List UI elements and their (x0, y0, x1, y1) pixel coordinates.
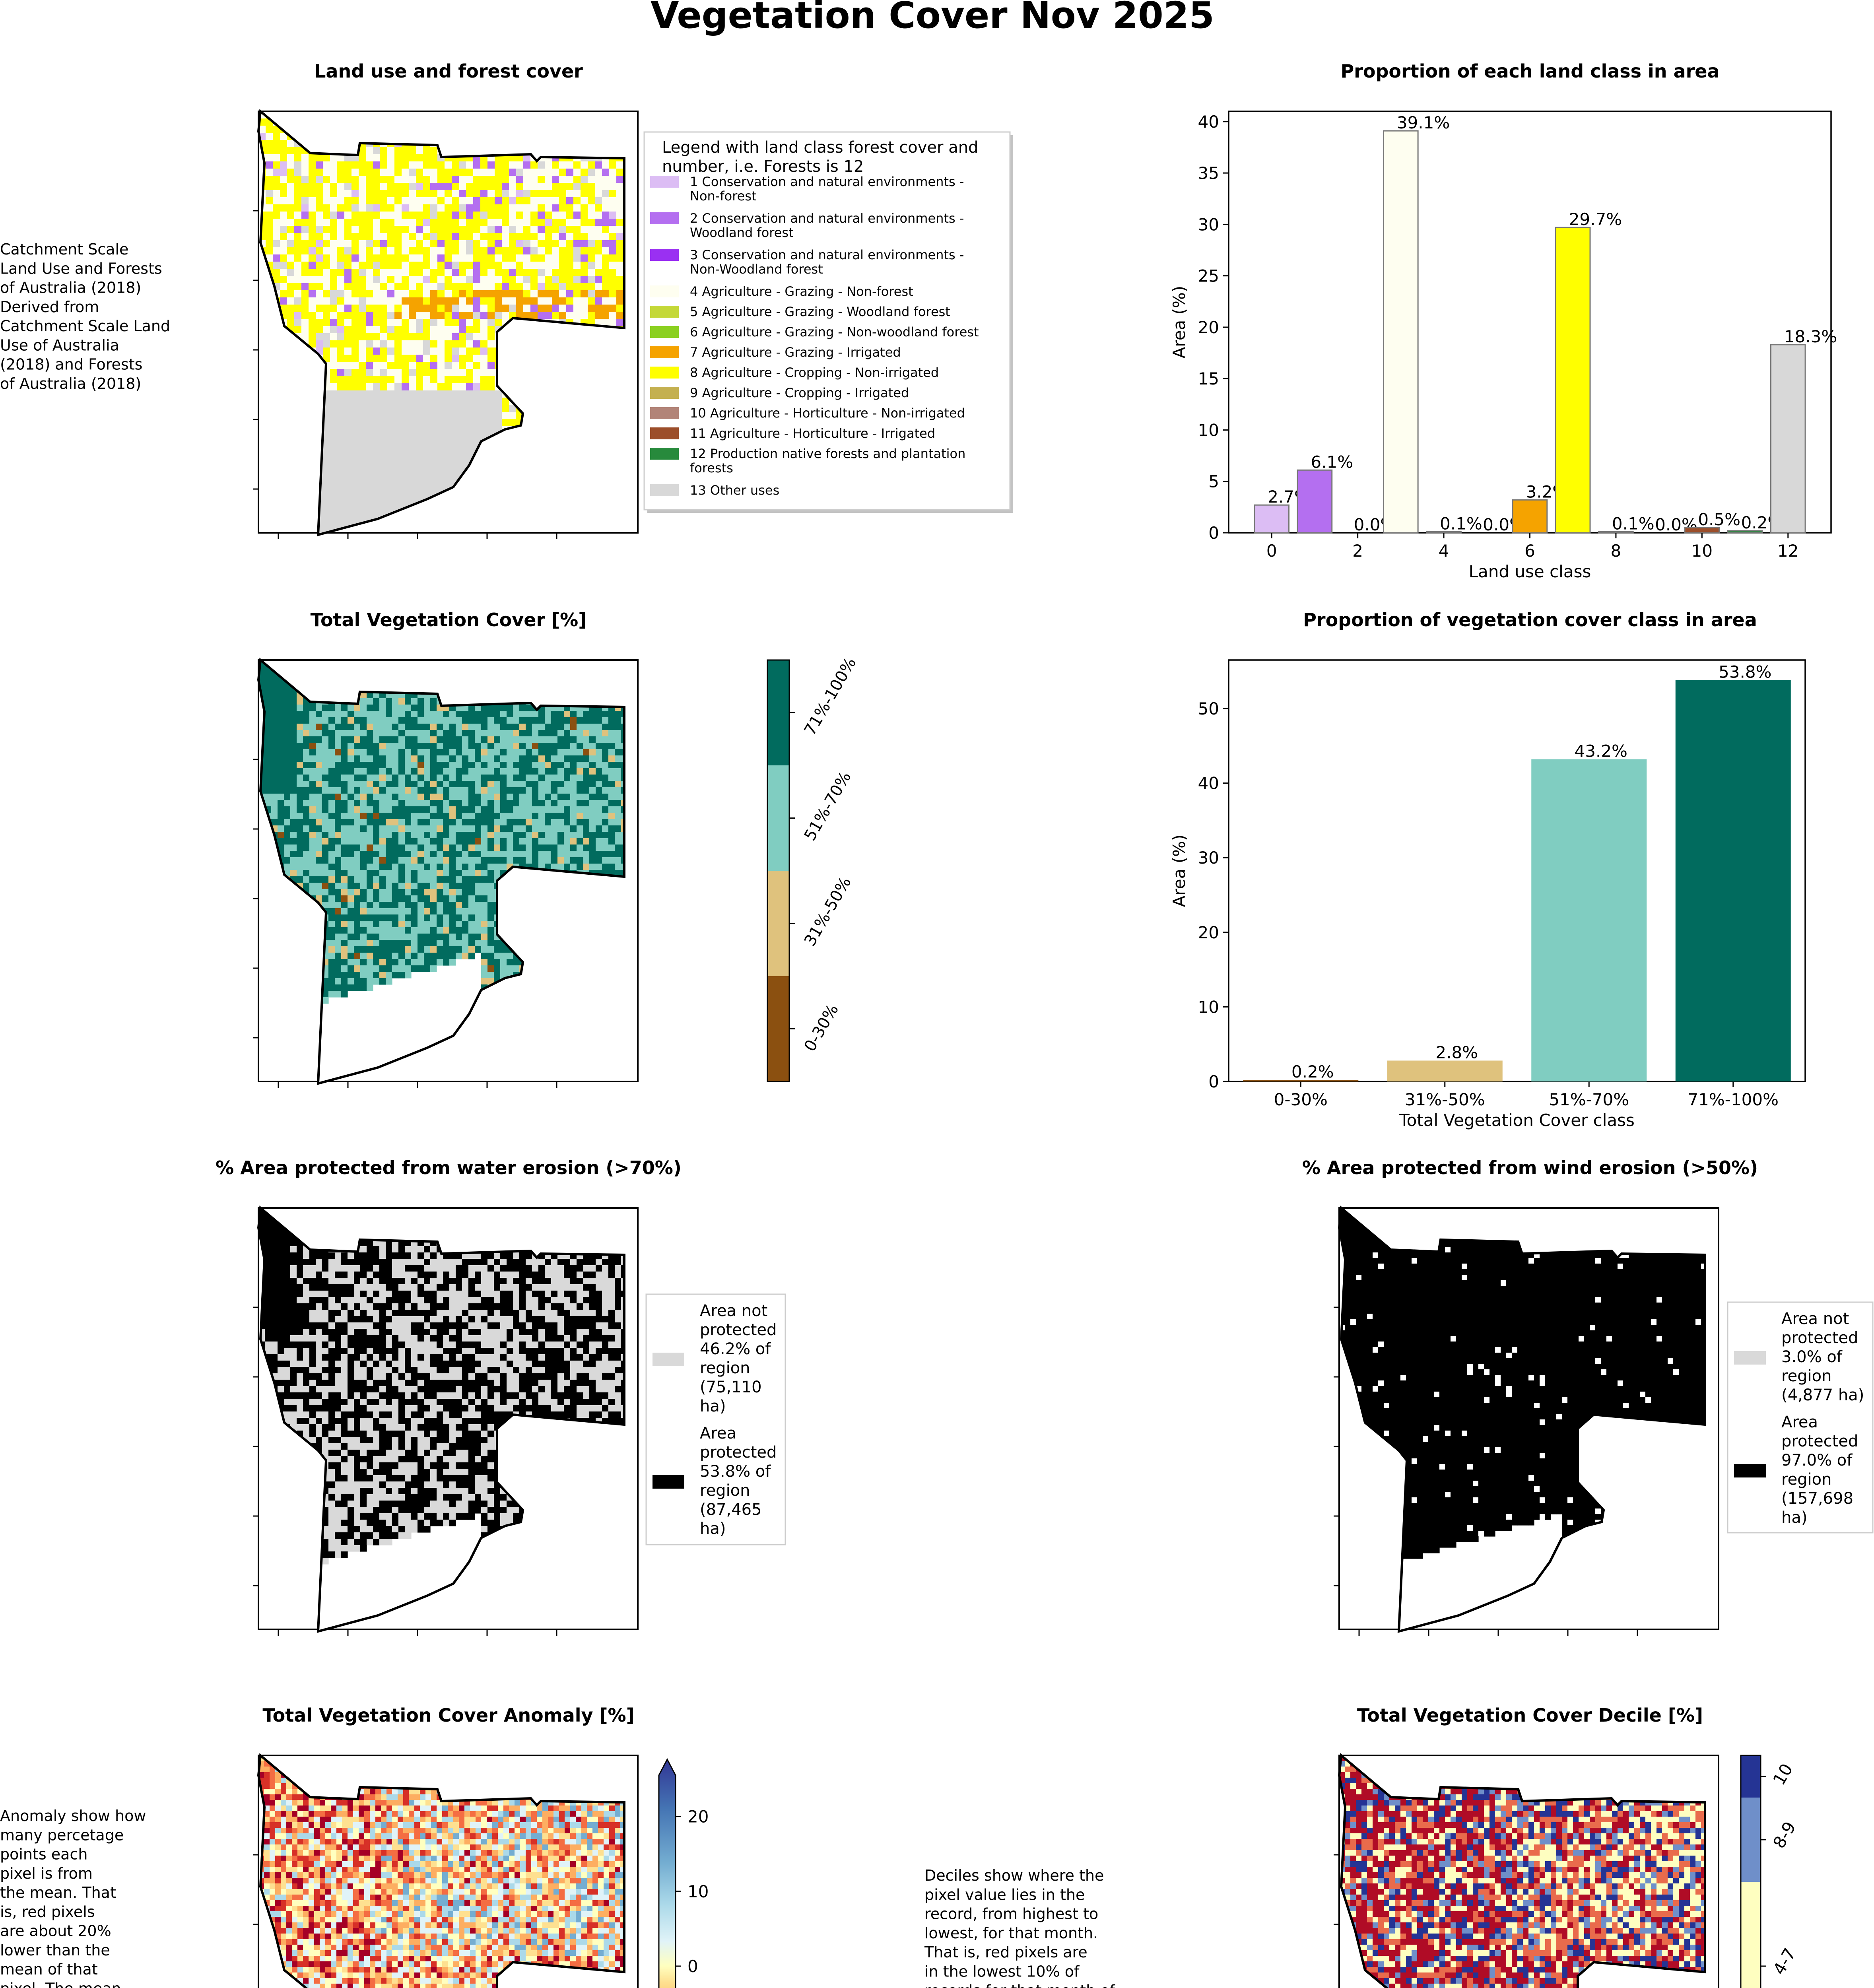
land-use-legend (644, 132, 1013, 513)
chart2-bar-1 (1387, 1060, 1503, 1081)
chart1-data-label-7: 29.7% (1569, 210, 1622, 229)
chart2-ytick-1: 10 (1198, 997, 1219, 1017)
anomaly-colorbar (659, 1759, 723, 1988)
chart1-xlabel: Land use class (1469, 562, 1591, 581)
legend-item-2: 2 Conservation and natural environments -Woodland forest (690, 211, 964, 240)
wind-erosion-legend (1728, 1302, 1873, 1533)
chart1-data-label-3: 39.1% (1397, 113, 1450, 132)
anomaly-colorbar-tick-2: 0 (687, 1957, 698, 1976)
chart1-data-label-6: 3.2% (1526, 482, 1569, 501)
legend-item-6: 6 Agriculture - Grazing - Non-woodland forest (690, 324, 979, 340)
legend-item-8: 8 Agriculture - Cropping - Non-irrigated (690, 365, 939, 380)
legend-item-5: 5 Agriculture - Grazing - Woodland forest (690, 304, 950, 319)
wind-legend-item-1: Area protected 97.0% of region (157,698 ha) (1781, 1413, 1858, 1527)
legend-swatch-2 (650, 212, 679, 224)
chart1-bar-0 (1255, 505, 1289, 533)
chart2-ytick-0: 0 (1208, 1072, 1219, 1091)
wind-erosion-title: % Area protected from wind erosion (>50%) (1302, 1157, 1758, 1178)
chart1-xtick-1: 2 (1352, 541, 1363, 561)
water-erosion-legend (646, 1294, 785, 1545)
legend-swatch-8 (650, 367, 679, 379)
chart2-ytick-5: 50 (1198, 699, 1219, 718)
legend-swatch-11 (650, 427, 679, 439)
legend-swatch-12 (650, 448, 679, 460)
chart1-ytick-8: 40 (1198, 112, 1219, 132)
land-class-chart-title: Proportion of each land class in area (1340, 60, 1719, 82)
water-legend-item-0: Area not protected 46.2% of region (75,110 ha) (700, 1302, 777, 1415)
chart1-data-label-9: 0.0% (1655, 515, 1697, 534)
cover-colorbar-label-2: 51%-70% (801, 769, 855, 844)
chart2-data-label-1: 2.8% (1435, 1043, 1478, 1062)
anomaly-title: Total Vegetation Cover Anomaly [%] (262, 1705, 634, 1726)
chart2-ytick-2: 20 (1198, 923, 1219, 942)
chart1-ytick-2: 10 (1198, 420, 1219, 440)
chart1-data-label-0: 2.7% (1268, 487, 1310, 507)
decile-colorbar-label-3: 8-9 (1769, 1818, 1800, 1852)
chart2-ylabel: Area (%) (1169, 835, 1189, 907)
chart1-ylabel: Area (%) (1169, 286, 1189, 359)
legend-item-12: 12 Production native forests and plantation forests (690, 446, 965, 476)
chart1-data-label-2: 0.0% (1354, 515, 1396, 534)
chart1-ytick-3: 15 (1198, 369, 1219, 388)
legend-item-13: 13 Other uses (690, 483, 779, 498)
chart1-data-label-10: 0.5% (1698, 510, 1740, 529)
chart1-data-label-8: 0.1% (1612, 514, 1655, 533)
anomaly-side-note: Anomaly show how many percetage points each pixel is from the mean. That is, red pixels are about 20% lower than the mean of that (0, 1807, 146, 1988)
chart1-bar-12 (1771, 345, 1806, 533)
water-erosion-panel (216, 1157, 785, 1636)
legend-swatch-10 (650, 407, 679, 419)
wind-erosion-panel (1302, 1157, 1873, 1637)
chart1-xtick-2: 4 (1439, 541, 1449, 561)
chart1-xtick-4: 8 (1611, 541, 1622, 561)
decile-colorbar (1741, 1755, 1800, 1988)
land-use-panel (0, 60, 1013, 541)
land-class-chart (1169, 60, 1837, 581)
water-legend-swatch-1 (653, 1475, 684, 1489)
anomaly-colorbar-tick-1: 10 (687, 1882, 709, 1901)
water-legend-swatch-0 (653, 1353, 684, 1366)
chart1-ytick-4: 20 (1198, 318, 1219, 337)
chart2-data-label-0: 0.2% (1291, 1062, 1334, 1081)
chart1-ytick-1: 5 (1208, 472, 1219, 491)
chart1-xtick-0: 0 (1266, 541, 1277, 561)
chart2-xtick-3: 71%-100% (1688, 1090, 1779, 1109)
legend-item-9: 9 Agriculture - Cropping - Irrigated (690, 385, 909, 400)
anomaly-panel (0, 1705, 723, 1988)
chart1-bar-1 (1297, 470, 1332, 533)
chart1-ytick-5: 25 (1198, 266, 1219, 286)
chart1-ytick-6: 30 (1198, 215, 1219, 234)
legend-item-1: 1 Conservation and natural environments -Non-forest (690, 174, 964, 204)
chart1-bar-6 (1513, 500, 1547, 533)
legend-swatch-6 (650, 326, 679, 338)
land-use-title: Land use and forest cover (314, 60, 583, 82)
chart2-data-label-3: 53.8% (1719, 662, 1771, 682)
chart1-bar-7 (1556, 227, 1590, 533)
chart2-ytick-3: 30 (1198, 848, 1219, 868)
wind-legend-swatch-1 (1734, 1464, 1766, 1477)
chart1-data-label-5: 0.0% (1483, 515, 1525, 534)
chart2-xtick-2: 51%-70% (1549, 1090, 1629, 1109)
wind-legend-swatch-0 (1734, 1351, 1766, 1365)
chart2-ytick-4: 40 (1198, 774, 1219, 793)
chart2-xtick-1: 31%-50% (1405, 1090, 1485, 1109)
chart1-xtick-6: 12 (1777, 541, 1798, 561)
decile-side-note: Deciles show where the pixel value lies in the record, from highest to lowest, for that month. That is, red pixels are in the lowest 10% of (924, 1867, 1116, 1988)
decile-panel (924, 1705, 1800, 1988)
decile-colorbar-label-4: 10 (1769, 1760, 1796, 1788)
chart2-xtick-0: 0-30% (1274, 1090, 1328, 1109)
legend-swatch-1 (650, 176, 679, 188)
decile-title: Total Vegetation Cover Decile [%] (1357, 1705, 1703, 1726)
legend-swatch-5 (650, 306, 679, 318)
chart1-data-label-4: 0.1% (1440, 514, 1482, 533)
legend-item-4: 4 Agriculture - Grazing - Non-forest (690, 284, 913, 299)
chart2-xlabel: Total Vegetation Cover class (1399, 1110, 1635, 1130)
veg-cover-panel (253, 609, 860, 1088)
chart1-xtick-3: 6 (1524, 541, 1535, 561)
legend-item-7: 7 Agriculture - Grazing - Irrigated (690, 345, 901, 360)
water-erosion-title: % Area protected from water erosion (>70%) (216, 1157, 682, 1178)
chart2-bar-2 (1531, 759, 1647, 1081)
chart1-ytick-0: 0 (1208, 523, 1219, 543)
legend-swatch-7 (650, 346, 679, 358)
water-legend-item-1: Area protected 53.8% of region (87,465 ha) (700, 1424, 777, 1538)
cover-colorbar-label-1: 31%-50% (801, 874, 855, 949)
legend-swatch-9 (650, 387, 679, 399)
chart2-data-label-2: 43.2% (1575, 742, 1627, 761)
chart1-data-label-1: 6.1% (1311, 452, 1353, 472)
veg-cover-colorbar (767, 654, 860, 1081)
cover-colorbar-label-0: 0-30% (801, 1001, 842, 1055)
legend-item-3: 3 Conservation and natural environments -Non-Woodland forest (690, 247, 964, 277)
land-use-legend-title: Legend with land class forest cover and number, i.e. Forests is 12 (662, 138, 978, 176)
anomaly-colorbar-tick-0: 20 (687, 1807, 709, 1827)
legend-item-11: 11 Agriculture - Horticulture - Irrigated (690, 426, 935, 441)
legend-swatch-3 (650, 249, 679, 261)
decile-colorbar-label-2: 4-7 (1769, 1945, 1800, 1978)
legend-swatch-13 (650, 484, 679, 496)
cover-class-chart (1169, 609, 1805, 1130)
page-title: Vegetation Cover Nov 2025 (651, 0, 1214, 37)
chart1-bar-3 (1384, 131, 1418, 533)
chart1-data-label-12: 18.3% (1784, 327, 1837, 346)
land-use-side-note: Catchment Scale Land Use and Forests of Australia (2018) Derived from Catchment Scale Land Use of Australia (2018) and Forests of Australia (2018) (0, 241, 170, 392)
chart1-ytick-7: 35 (1198, 163, 1219, 183)
legend-swatch-4 (650, 285, 679, 297)
veg-cover-title: Total Vegetation Cover [%] (311, 609, 587, 631)
wind-legend-item-0: Area not protected 3.0% of region (4,877 ha) (1781, 1310, 1864, 1404)
chart1-xtick-5: 10 (1691, 541, 1713, 561)
legend-item-10: 10 Agriculture - Horticulture - Non-irrigated (690, 406, 965, 421)
cover-class-chart-title: Proportion of vegetation cover class in area (1303, 609, 1757, 631)
chart1-data-label-11: 0.2% (1741, 513, 1784, 532)
cover-colorbar-label-3: 71%-100% (801, 654, 860, 739)
chart2-bar-3 (1676, 680, 1791, 1081)
